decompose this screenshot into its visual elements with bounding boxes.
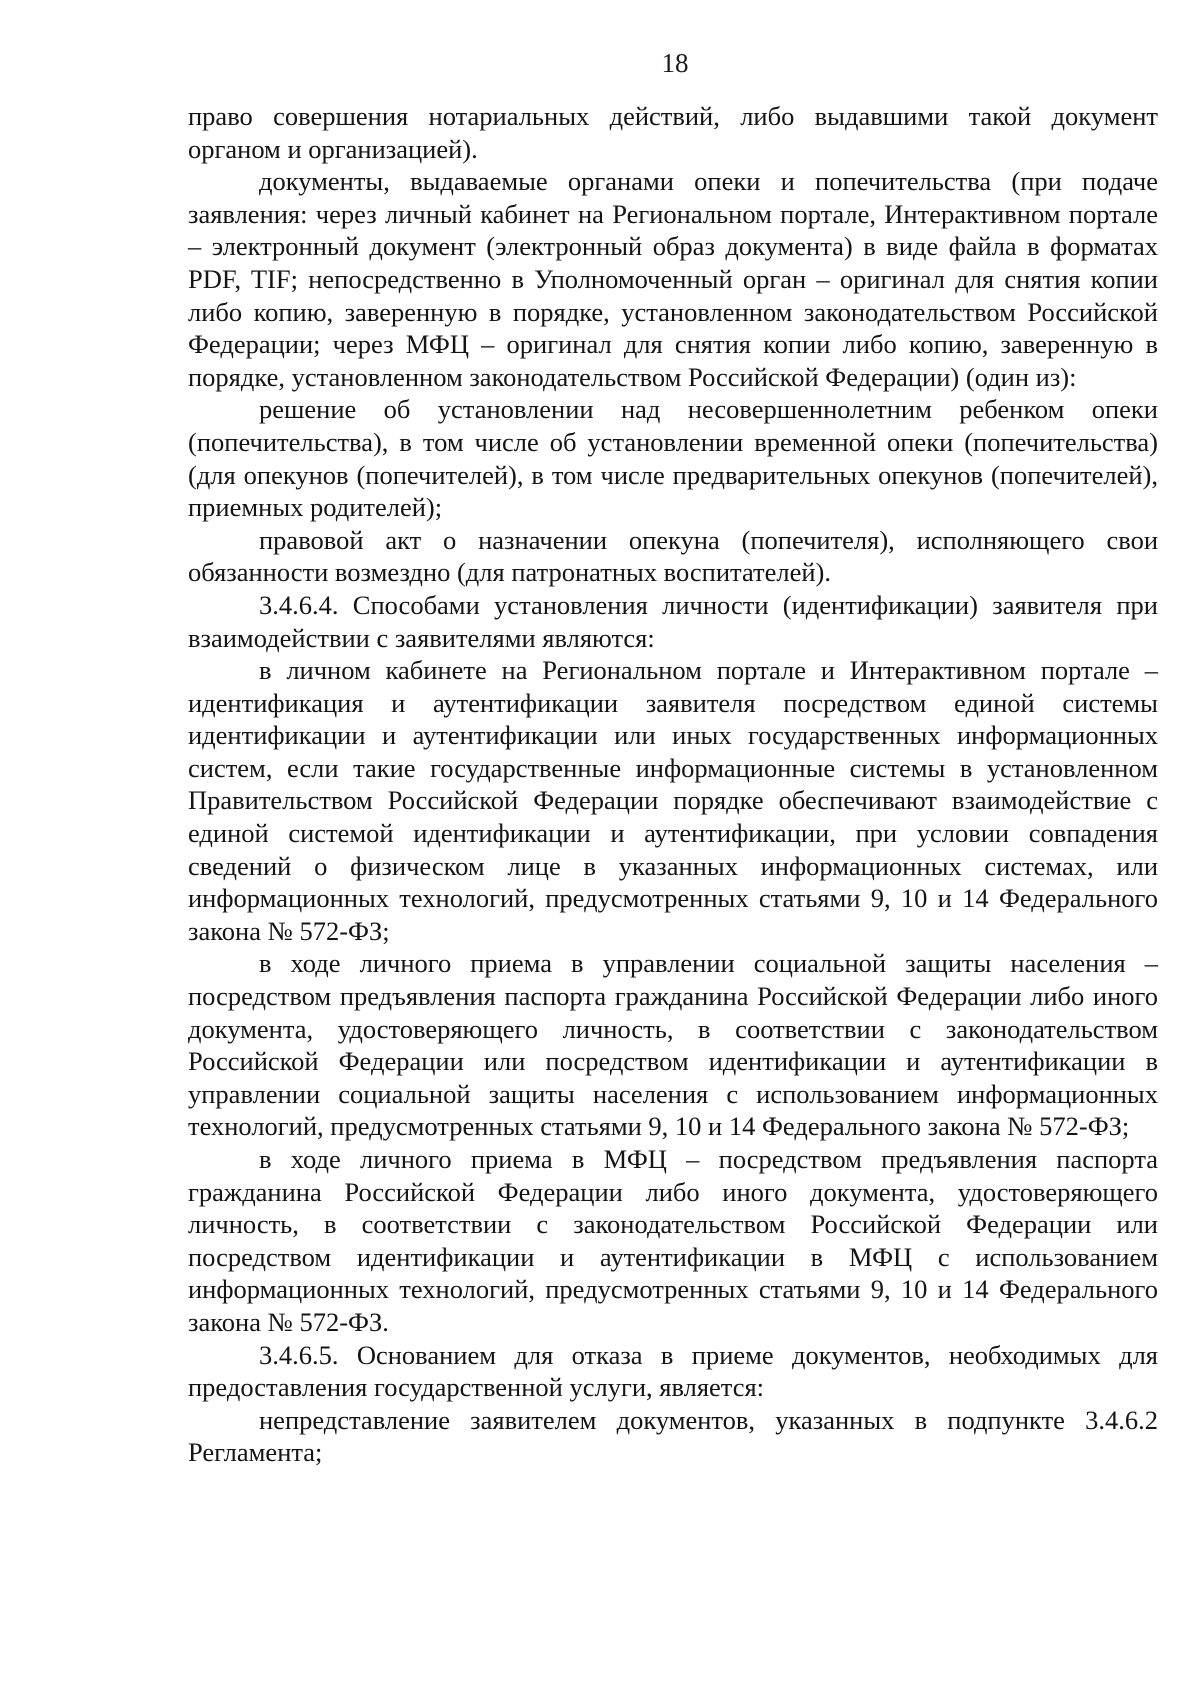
document-body	[188, 100, 1158, 1469]
paragraph: непредставление заявителем документов, указанных в подпункте 3.4.6.2 Регламента;	[188, 1404, 1158, 1468]
paragraph: в ходе личного приема в управлении социальной защиты населения – посредством предъявления паспорта гражданина Российской Федерации либо иного документа, удостоверяющего личность, в соответствии с законодательством Российской Федерации или посредством идентификации и аутентификации в управлении социальной защиты населения с использованием информационных технологий, предусмотренных статьями 9, 10 и 14 Федерального закона № 572-ФЗ;	[188, 948, 1158, 1142]
paragraph: в личном кабинете на Региональном портале и Интерактивном портале – идентификация и аутентификации заявителя посредством единой системы идентификации и аутентификации или иных государственных информационных систем, если такие государственные информационные системы в установленном Правительством Российской Федерации порядке обеспечивают взаимодействие с единой системой идентификации и аутентификации, при условии совпадения сведений о физическом лице в указанных информационных системах, или информационных технологий, предусмотренных статьями 9, 10 и 14 Федерального закона № 572-ФЗ;	[188, 655, 1158, 946]
paragraph: решение об установлении над несовершеннолетним ребенком опеки (попечительства), в том числе об установлении временной опеки (попечительства) (для опекунов (попечителей), в том числе предварительных опекунов (попечителей), приемных родителей);	[188, 394, 1158, 523]
paragraph: 3.4.6.4. Способами установления личности (идентификации) заявителя при взаимодействии с заявителями являются:	[188, 589, 1158, 653]
paragraph: 3.4.6.5. Основанием для отказа в приеме документов, необходимых для предоставления государственной услуги, является:	[188, 1339, 1158, 1403]
paragraph: право совершения нотариальных действий, либо выдавшими такой документ органом и организацией).	[188, 101, 1158, 164]
paragraph: в ходе личного приема в МФЦ – посредством предъявления паспорта гражданина Российской Федерации либо иного документа, удостоверяющего личность, в соответствии с законодательством Российской Федерации или посредством идентификации и аутентификации в МФЦ с использованием информационных технологий, предусмотренных статьями 9, 10 и 14 Федерального закона № 572-ФЗ.	[188, 1144, 1158, 1337]
paragraph: документы, выдаваемые органами опеки и попечительства (при подаче заявления: через личный кабинет на Региональном портале, Интерактивном портале – электронный документ (электронный образ документа) в виде файла в форматах PDF, TIF; непосредственно в Уполномоченный орган – оригинал для снятия копии либо копию, заверенную в порядке, установленном законодательством Российской Федерации; через МФЦ – оригинал для снятия копии либо копию, заверенную в порядке, установленном законодательством Российской Федерации) (один из):	[188, 166, 1158, 392]
page-number: 18	[661, 48, 689, 78]
paragraph: правовой акт о назначении опекуна (попечителя), исполняющего свои обязанности возмездно (для патронатных воспитателей).	[188, 524, 1158, 588]
